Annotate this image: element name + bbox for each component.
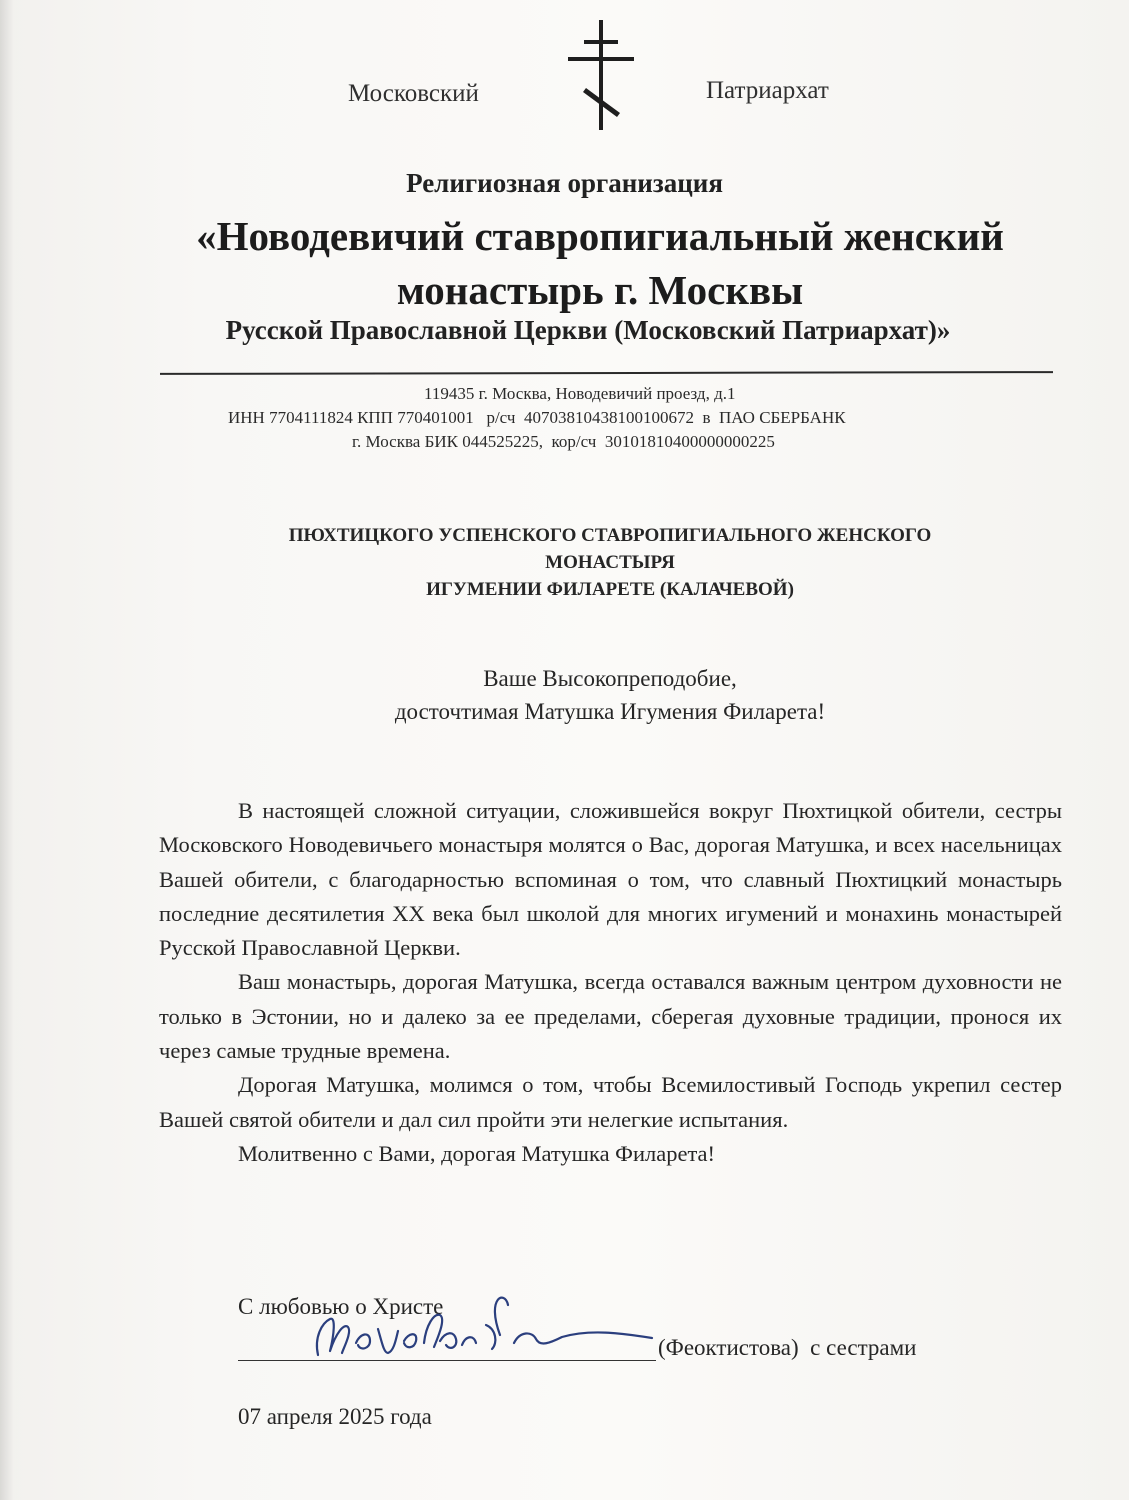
body-paragraph: Дорогая Матушка, молимся о том, чтобы Всемилостивый Господь укрепил сестер Вашей святой обители и дал сил пройти эти нелегкие испытания.: [159, 1072, 1062, 1132]
organization-church: Русской Православной Церкви (Московский Патриархат)»: [225, 315, 951, 345]
salutation-line: Ваше Высокопреподобие,: [483, 666, 737, 691]
handwritten-signature: [300, 1285, 660, 1375]
letterhead-patriarchate-word: Патриархат: [706, 77, 829, 104]
address-line: 119435 г. Москва, Новодевичий проезд, д.1: [424, 384, 736, 403]
orthodox-cross-icon: [568, 20, 634, 132]
body-paragraph: В настоящей сложной ситуации, сложившейся вокруг Пюхтицкой обители, сестры Московского Новодевичьего монастыря молятся о Вас, дорогая Матушка, и всех насельницах Вашей обители, с благодарностью вспоминая о том, что славный Пюхтицкий монастырь последние десятилетия XX века был школой для многих игумений и монахинь монастырей Русской Православной Церкви.: [159, 798, 1062, 961]
body-paragraph: Ваш монастырь, дорогая Матушка, всегда оставался важным центром духовности не только в Эстонии, но и далеко за ее пределами, сберегая духовные традиции, пронося их через самые трудные времена.: [159, 969, 1062, 1064]
letterhead-moscow-word: Московский: [348, 80, 479, 107]
bank-details-line: г. Москва БИК 044525225, кор/сч 30101810400000000225: [352, 432, 775, 451]
organization-name: [100, 209, 1100, 317]
letter-date: 07 апреля 2025 года: [238, 1404, 432, 1429]
recipient-line: МОНАСТЫРЯ: [545, 552, 675, 573]
letter-body: [159, 794, 1062, 1171]
signer-name: (Феоктистова) с сестрами: [658, 1335, 917, 1360]
letterhead-divider: [160, 371, 1053, 375]
bank-details-line: ИНН 7704111824 КПП 770401001 р/сч 40703810438100100672 в ПАО СБЕРБАНК: [228, 408, 846, 427]
organization-type: Религиозная организация: [406, 168, 723, 198]
salutation-line: досточтимая Матушка Игумения Филарета!: [394, 699, 826, 724]
page-edge-shadow: [0, 0, 14, 1500]
closing-phrase: С любовью о Христе: [238, 1294, 444, 1319]
body-paragraph: Молитвенно с Вами, дорогая Матушка Филарета!: [238, 1140, 716, 1166]
organization-name-line: «Новодевичий ставропигиальный женский: [196, 213, 1004, 259]
recipient-block: [110, 522, 1110, 603]
organization-name-line: монастырь г. Москвы: [396, 267, 804, 313]
recipient-line: ИГУМЕНИИ ФИЛАРЕТЕ (КАЛАЧЕВОЙ): [426, 579, 794, 600]
recipient-line: ПЮХТИЦКОГО УСПЕНСКОГО СТАВРОПИГИАЛЬНОГО ЖЕНСКОГО: [288, 525, 932, 546]
salutation: [110, 662, 1110, 728]
